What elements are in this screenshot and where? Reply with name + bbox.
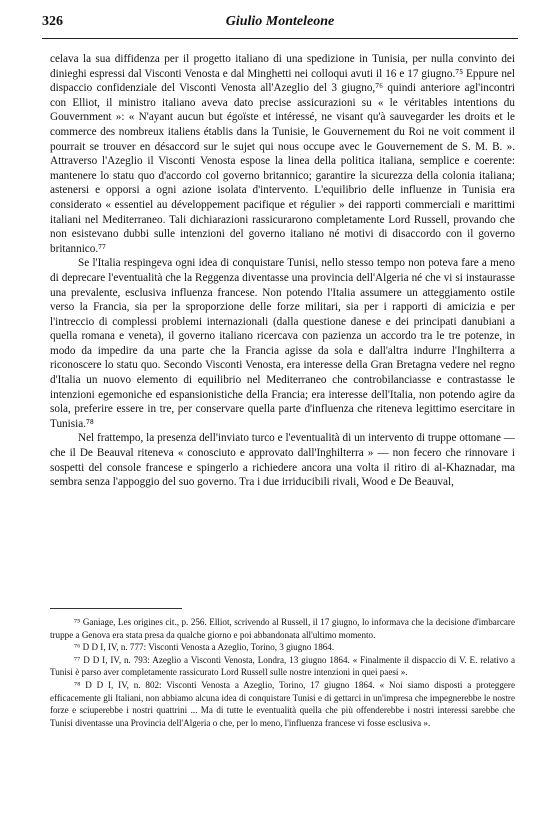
footnote-78: ⁷⁸ D D I, IV, n. 802: Visconti Venosta a Azeglio, Torino, 17 giugno 1864. « Noi siamo disposti a proteggere efficacemente gli Italiani, non abbiamo alcuna idea di conquistare Tunisi e di gettarci in un'impresa che impegnerebbe le nostre forze e sciuperebbe i nostri quattrini ... Ma di tutte le eventualità quella che più offenderebbe i nostri interessi sarebbe che Tunisi diventasse una Provincia dell'Algeria o che, per lo meno, l'influenza francese vi fosse esclusiva ».: [50, 679, 515, 728]
paragraph: Nel frattempo, la presenza dell'inviato turco e l'eventualità di un intervento di truppe ottomane — che il De Beauval riteneva « conosciuto e approvato dall'Inghilterra » — non fecero che rinnovare i sospetti del console francese e spingerlo a richiedere ancora una volta il ritiro di al-Khaznadar, ma sembra senza l'appoggio del suo governo. Tra i due irriducibili rivali, Wood e De Beauval,: [50, 432, 515, 489]
body-text: [50, 52, 515, 490]
footnotes: [50, 616, 515, 729]
footnote-76: ⁷⁶ D D I, IV, n. 777: Visconti Venosta a Azeglio, Torino, 3 giugno 1864.: [74, 642, 335, 653]
page-number: 326: [42, 14, 63, 29]
paragraph-continued: celava la sua diffidenza per il progetto italiano di una spedizione in Tunisia, per nulla convinto dei dinieghi espressi dal Visconti Venosta e dal Minghetti nei colloqui avuti il 16 e 17 giugno.⁷⁵ Eppure nel dispaccio confidenziale del Visconti Venosta all'Azeglio del 3 giugno,⁷⁶ quindi anteriore agl'incontri con Elliot, il ministro italiano aveva dato precise assicurazioni su « le véritables intentions du Gouvernment »: « N'ayant aucun but égoïste et intéressé, ne visant qu'à sauvegarder les droits et le commerce des nombreux italiens établis dans la Tunisie, le Gouvernement du Roi ne voit comment il pourrait se trouver en désaccord sur le sujet qui nous occupe avec le Gouvernement de S. M. B. ». Attraverso l'Azeglio il Visconti Venosta espose la linea della politica italiana, semplice e coerente: mantenere lo statu quo d'accordo col governo britannico; garantire la sicurezza della colonia italiana; astenersi e opporsi a ogni azione isolata d'intervento. L'equilibrio delle influenze in Tunisia era considerato « essentiel au développement pacifique et régulier » dei rapporti commerciali e marittimi italiani nel Mediterraneo. Tali dichiarazioni rassicurarono completamente Lord Russell, provando che non esistevano dubbi sulle intenzioni del governo italiano né motivi di disaccordo con il governo britannico.⁷⁷: [50, 53, 515, 255]
footnote-divider: [50, 608, 182, 609]
running-title: Giulio Monteleone: [225, 14, 335, 29]
page-header: [42, 14, 518, 39]
paragraph: Se l'Italia respingeva ogni idea di conquistare Tunisi, nello stesso tempo non poteva fare a meno di deprecare l'eventualità che la Reggenza diventasse una provincia dell'Algeria né che vi si instaurasse una prevalente, esclusiva influenza francese. Non potendo l'Italia assumere un atteggiamento ostile verso la Francia, sia per la sproporzione delle forze militari, sia per i rapporti di amicizia e per l'intreccio di complessi problemi internazionali (dalla questione danese e dei principati danubiani a quella romana e veneta), il governo italiano ricercava con pazienza un accordo tra le tre potenze, in modo da impedire da una parte che la Francia agisse da sola e dall'altra indurre l'Inghilterra a riconoscere lo statu quo. Secondo Visconti Venosta, era interesse della Gran Bretagna vedere nel regno d'Italia un nuovo elemento di equilibrio nel Mediterraneo che controbilanciasse e contrastasse le intenzioni egemoniche ed espansionistiche della Francia; era interesse dell'Italia, non potendo agire da sola, preferire essere in tre, per conservare quella parte d'influenza che riteneva legittimo esercitare in Tunisia.⁷⁸: [50, 257, 515, 430]
footnote-75: ⁷⁵ Ganiage, Les origines cit., p. 256. Elliot, scrivendo al Russell, il 17 giugno, lo informava che la decisione d'imbarcare truppe a Genova era stata presa da qualche giorno e poi abbandonata all'ultimo momento.: [50, 617, 515, 640]
footnote-77: ⁷⁷ D D I, IV, n. 793: Azeglio a Visconti Venosta, Londra, 13 giugno 1864. « Finalmente il dispaccio di V. E. relativo a Tunisi è parso aver completamente rassicurato Lord Russell sulle nostre intenzioni in quei paesi ».: [50, 654, 515, 678]
